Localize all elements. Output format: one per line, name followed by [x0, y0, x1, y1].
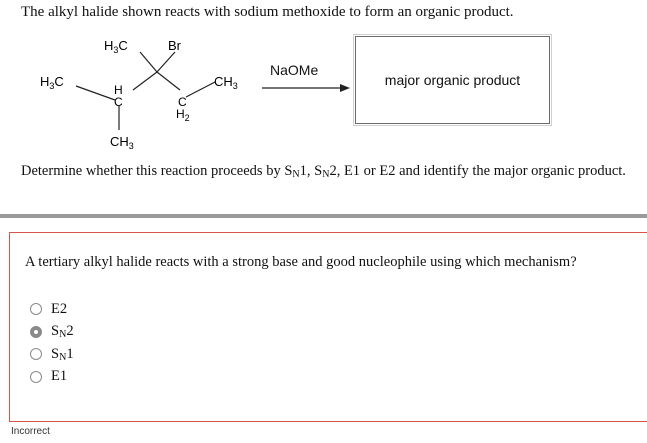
section-divider — [0, 214, 647, 218]
methylene-h-label: $H_2$ — [176, 107, 190, 123]
radio-button[interactable] — [30, 371, 42, 383]
option-e1[interactable] — [30, 366, 74, 389]
mc-question-text: A tertiary alkyl halide reacts with a strong base and good nucleophile using which mechanism? — [25, 254, 577, 270]
methine-c-label: C — [114, 95, 123, 109]
alkyl-halide-structure — [20, 28, 350, 158]
h3c-left-label: $H_3C$ — [40, 74, 64, 91]
bond-quaternary-ch2 — [157, 72, 180, 90]
h3c-top-label: $H_3C$ — [104, 38, 128, 55]
option-label: $S_N2$ — [51, 323, 74, 341]
option-label: E1 — [51, 368, 68, 385]
result-status: Incorrect — [11, 426, 50, 437]
bond-ch2-ch3 — [186, 82, 215, 97]
option-e2[interactable] — [30, 298, 74, 321]
methylene-c-label: C — [178, 95, 187, 109]
ch3-right-label: $CH_3$ — [214, 74, 238, 91]
reaction-arrow — [262, 83, 350, 93]
bond-quaternary-ch — [133, 72, 157, 90]
instructions-text: Determine whether this reaction proceeds by $S_N1$, $S_N2$, E1 or E2 and identify the major organic product. — [21, 163, 626, 180]
bromine-label: Br — [168, 38, 181, 53]
product-drop-box[interactable]: major organic product — [355, 36, 550, 124]
option-label: $S_N1$ — [51, 345, 74, 363]
question-prompt: The alkyl halide shown reacts with sodium methoxide to form an organic product. — [21, 4, 514, 20]
answer-options — [30, 298, 74, 388]
radio-button[interactable] — [30, 348, 42, 360]
option-sn2[interactable] — [30, 321, 74, 344]
option-label: E2 — [51, 300, 68, 317]
radio-button[interactable] — [30, 303, 42, 315]
option-sn1[interactable] — [30, 343, 74, 366]
bond-ch3-ch — [76, 86, 115, 100]
methine-h-label: H — [114, 83, 123, 97]
radio-button-selected[interactable] — [30, 326, 42, 338]
structure-drawing — [20, 28, 350, 158]
reagent-label: NaOMe — [270, 62, 319, 78]
bond-br-quaternary — [157, 52, 175, 72]
bond-ch3-quaternary — [140, 52, 157, 72]
ch3-bottom-label: $CH_3$ — [110, 134, 134, 151]
